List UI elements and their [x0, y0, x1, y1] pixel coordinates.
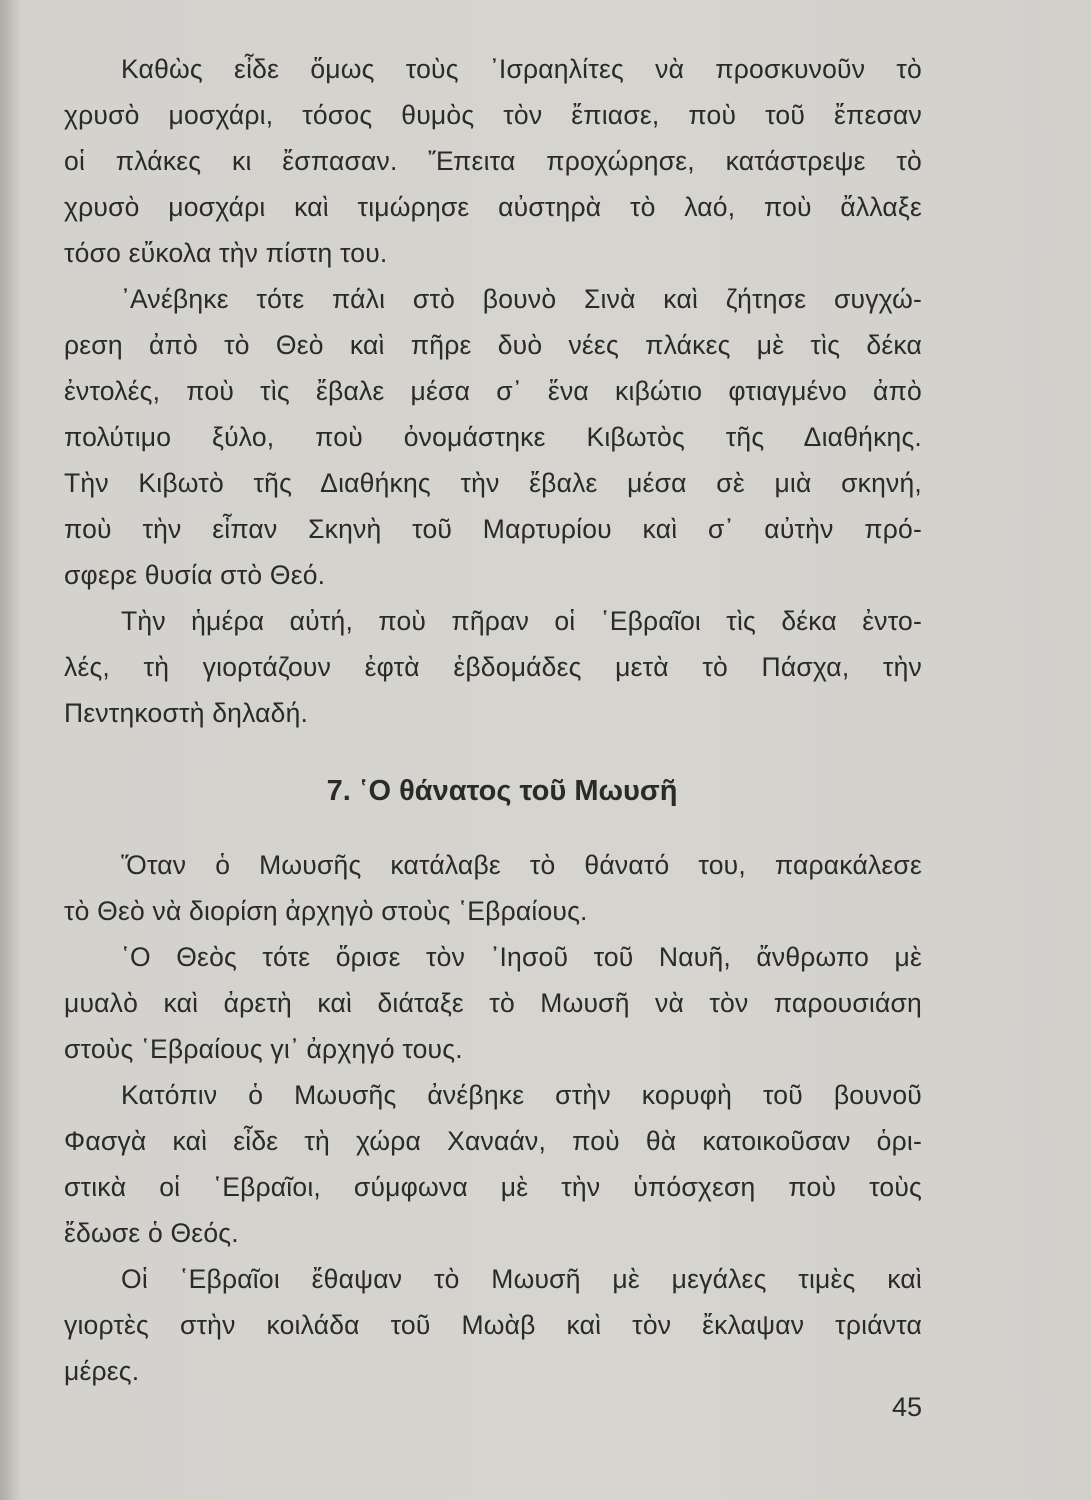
body-text — [64, 46, 922, 1394]
text-line: ποὺ τὴν εἶπαν Σκηνὴ τοῦ Μαρτυρίου καὶ σ᾿ αὐτὴν πρό- — [64, 514, 922, 544]
paragraph-2 — [64, 276, 922, 598]
text-line: χρυσὸ μοσχάρι καὶ τιμώρησε αὐστηρὰ τὸ λαό, ποὺ ἄλλαξε — [64, 192, 922, 222]
text-line: μέρες. — [64, 1356, 140, 1386]
text-line: ἔδωσε ὁ Θεός. — [64, 1218, 239, 1248]
text-line: χρυσὸ μοσχάρι, τόσος θυμὸς τὸν ἔπιασε, ποὺ τοῦ ἔπεσαν — [64, 100, 922, 130]
text-line: Πεντηκοστὴ δηλαδή. — [64, 698, 309, 728]
text-line: Ὅταν ὁ Μωυσῆς κατάλαβε τὸ θάνατό του, παρακάλεσε — [121, 850, 922, 880]
spine-shadow — [0, 0, 22, 1500]
paragraph-4 — [64, 842, 922, 934]
text-line: ἐντολές, ποὺ τὶς ἔβαλε μέσα σ᾿ ἕνα κιβώτιο φτιαγμένο ἀπὸ — [64, 376, 922, 406]
text-line: σφερε θυσία στὸ Θεό. — [64, 560, 326, 590]
page-number: 45 — [892, 1392, 923, 1422]
text-line: Οἱ ῾Εβραῖοι ἔθαψαν τὸ Μωυσῆ μὲ μεγάλες τιμὲς καὶ — [121, 1264, 922, 1294]
text-line: ᾿Ανέβηκε τότε πάλι στὸ βουνὸ Σινὰ καὶ ζήτησε συγχώ- — [121, 284, 922, 314]
text-line: τὸ Θεὸ νὰ διορίση ἀρχηγὸ στοὺς ῾Εβραίους. — [64, 896, 588, 926]
paragraph-1 — [64, 46, 922, 276]
text-line: στικὰ οἱ ῾Εβραῖοι, σύμφωνα μὲ τὴν ὑπόσχεση ποὺ τοὺς — [64, 1172, 922, 1202]
text-line: ῾Ο Θεὸς τότε ὅρισε τὸν ᾿Ιησοῦ τοῦ Ναυῆ, ἄνθρωπο μὲ — [121, 942, 922, 972]
text-line: τόσο εὔκολα τὴν πίστη του. — [64, 238, 388, 268]
text-line: γιορτὲς στὴν κοιλάδα τοῦ Μωὰβ καὶ τὸν ἔκλαψαν τριάντα — [64, 1310, 922, 1340]
text-line: στοὺς ῾Εβραίους γι᾿ ἀρχηγό τους. — [64, 1034, 463, 1064]
section-heading: 7. ῾Ο θάνατος τοῦ Μωυσῆ — [326, 775, 678, 807]
spacer — [64, 736, 922, 764]
text-line: Καθὼς εἶδε ὅμως τοὺς ᾿Ισραηλίτες νὰ προσκυνοῦν τὸ — [121, 54, 922, 84]
paragraph-3 — [64, 598, 922, 736]
text-line: Τὴν ἡμέρα αὐτή, ποὺ πῆραν οἱ ῾Εβραῖοι τὶς δέκα ἐντο- — [121, 606, 922, 636]
text-line: Τὴν Κιβωτὸ τῆς Διαθήκης τὴν ἔβαλε μέσα σὲ μιὰ σκηνή, — [64, 468, 922, 498]
text-line: Κατόπιν ὁ Μωυσῆς ἀνέβηκε στὴν κορυφὴ τοῦ βουνοῦ — [121, 1080, 922, 1110]
spacer — [64, 818, 922, 842]
text-line: λές, τὴ γιορτάζουν ἐφτὰ ἑβδομάδες μετὰ τὸ Πάσχα, τὴν — [64, 652, 922, 682]
text-line: ρεση ἀπὸ τὸ Θεὸ καὶ πῆρε δυὸ νέες πλάκες μὲ τὶς δέκα — [64, 330, 922, 360]
text-line: μυαλὸ καὶ ἀρετὴ καὶ διάταξε τὸ Μωυσῆ νὰ τὸν παρουσιάση — [64, 988, 922, 1018]
text-line: οἱ πλάκες κι ἔσπασαν. Ἔπειτα προχώρησε, κατάστρεψε τὸ — [64, 146, 922, 176]
paragraph-6 — [64, 1072, 922, 1256]
text-line: πολύτιμο ξύλο, ποὺ ὀνομάστηκε Κιβωτὸς τῆς Διαθήκης. — [64, 422, 922, 452]
paragraph-5 — [64, 934, 922, 1072]
text-line: Φασγὰ καὶ εἶδε τὴ χώρα Χαναάν, ποὺ θὰ κατοικοῦσαν ὁρι- — [64, 1126, 922, 1156]
paragraph-7 — [64, 1256, 922, 1394]
